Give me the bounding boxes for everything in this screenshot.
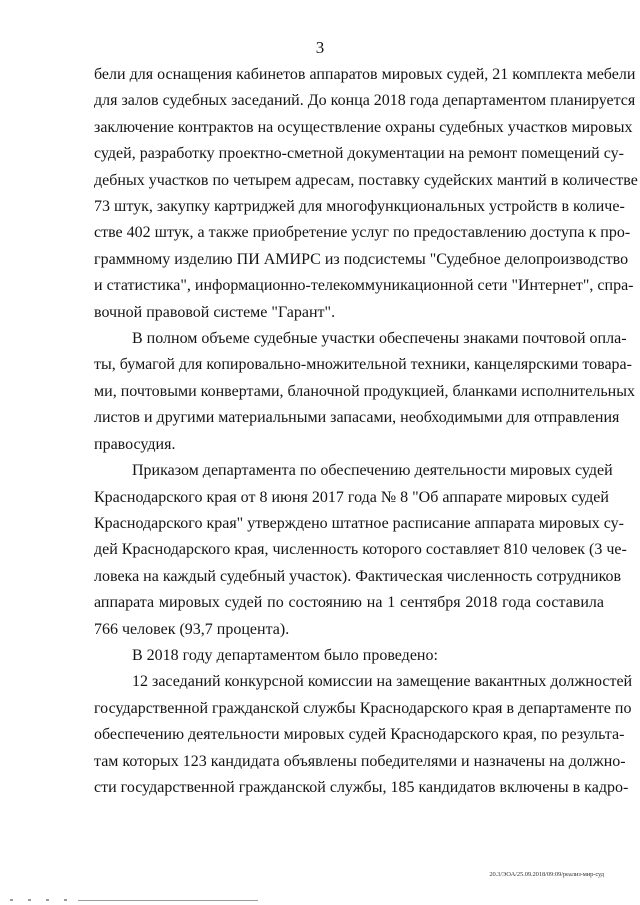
text-line: заключение контрактов на осуществление охраны судебных участков мировых bbox=[94, 118, 633, 136]
text-line: Приказом департамента по обеспечению деятельности мировых судей bbox=[132, 462, 613, 480]
text-line: государственной гражданской службы Краснодарского края в департаменте по bbox=[94, 699, 632, 717]
text-line: Краснодарского края от 8 июня 2017 года № 8 "Об аппарате мировых судей bbox=[94, 488, 609, 506]
paragraph-staffing-order bbox=[94, 458, 627, 643]
text-line: ми, почтовыми конвертами, бланочной продукцией, бланками исполнительных bbox=[94, 382, 635, 400]
text-line: В полном объеме судебные участки обеспечены знаками почтовой опла- bbox=[132, 330, 627, 348]
paragraph-2018-intro bbox=[94, 643, 604, 669]
text-line: для залов судебных заседаний. До конца 2018 года департаментом планируется bbox=[94, 92, 636, 110]
text-line: ты, бумагой для копировально-множительной техники, канцелярскими товара- bbox=[94, 356, 632, 374]
paragraph-competition-commission bbox=[94, 669, 633, 801]
text-line: сти государственной гражданской службы, 185 кандидатов включены в кадро- bbox=[94, 778, 629, 796]
text-line: 766 человек (93,7 процента). bbox=[94, 620, 290, 638]
paragraph-supplies bbox=[94, 326, 635, 458]
text-line: дей Краснодарского края, численность которого составляет 810 человек (3 че- bbox=[94, 541, 627, 559]
page-number: 3 bbox=[315, 38, 325, 57]
scan-artifact-marks bbox=[10, 899, 260, 902]
text-line: листов и другими материальными запасами, необходимыми для отправления bbox=[94, 409, 620, 427]
text-line: Краснодарского края" утверждено штатное расписание аппарата мировых су- bbox=[94, 514, 624, 532]
text-line: судей, разработку проектно-сметной документации на ремонт помещений су- bbox=[94, 145, 624, 163]
document-body bbox=[94, 62, 638, 801]
footer-document-reference: 20.3/ЭОА/25.09.2018/09:09/реализ-мир-суд bbox=[489, 871, 604, 878]
text-line: дебных участков по четырем адресам, поставку судейских мантий в количестве bbox=[94, 171, 638, 189]
text-line: аппарата мировых судей по состоянию на 1 сентября 2018 года составила bbox=[94, 594, 604, 612]
paragraph-furniture-and-contracts bbox=[94, 62, 638, 326]
text-line: стве 402 штук, а также приобретение услуг по предоставлению доступа к про- bbox=[94, 224, 631, 242]
text-line: 12 заседаний конкурсной комиссии на замещение вакантных должностей bbox=[132, 673, 633, 691]
text-line: В 2018 году департаментом было проведено: bbox=[132, 646, 438, 664]
text-line: вочной правовой системе "Гарант". bbox=[94, 303, 336, 321]
text-line: бели для оснащения кабинетов аппаратов мировых судей, 21 комплекта мебели bbox=[94, 66, 636, 83]
text-line: правосудия. bbox=[94, 435, 176, 453]
text-line: 73 штук, закупку картриджей для многофункциональных устройств в количе- bbox=[94, 198, 625, 216]
text-line: граммному изделию ПИ АМИРС из подсистемы "Судебное делопроизводство bbox=[94, 250, 629, 268]
text-line: ловека на каждый судебный участок). Фактическая численность сотрудников bbox=[94, 567, 622, 585]
text-line: и статистика", информационно-телекоммуникационной сети "Интернет", спра- bbox=[94, 277, 634, 295]
text-line: обеспечению деятельности мировых судей Краснодарского края, по результа- bbox=[94, 726, 625, 744]
text-line: там которых 123 кандидата объявлены победителями и назначены на должно- bbox=[94, 752, 626, 770]
